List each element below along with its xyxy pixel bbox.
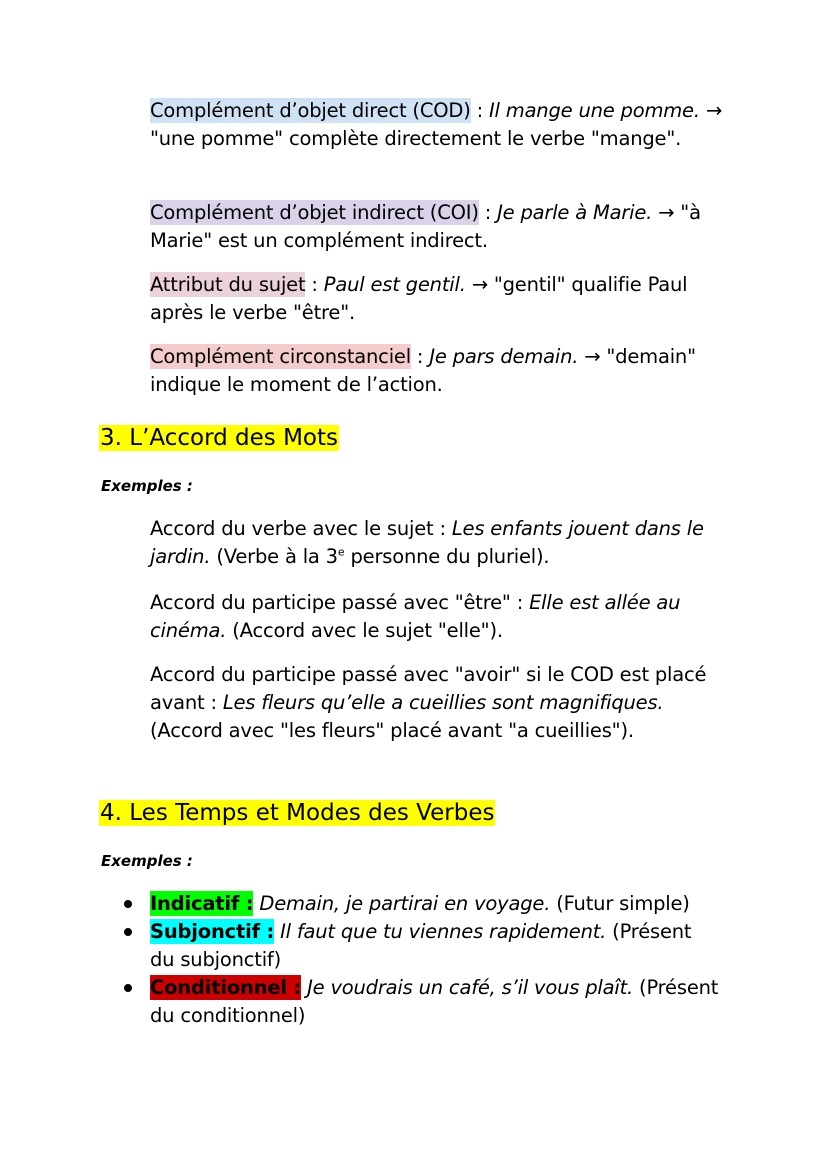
conditionnel-tag: Conditionnel :	[150, 976, 302, 999]
modes-list	[120, 890, 720, 1030]
circonstanciel-example: Je pars demain.	[429, 345, 579, 368]
attribut-paragraph: Attribut du sujet : Paul est gentil. → "gentil" qualifie Paul après le verbe "être".	[150, 273, 688, 324]
list-item: Indicatif : Demain, je partirai en voyage. (Futur simple)	[120, 890, 720, 918]
circonstanciel-explanation: → "demain" indique le moment de l’action.	[150, 345, 696, 396]
subjonctif-tag: Subjonctif :	[150, 920, 275, 943]
coi-explanation: → "à Marie" est un complément indirect.	[150, 201, 701, 252]
cod-explanation: → "une pomme" complète directement le verbe "mange".	[150, 99, 722, 150]
accord-verbe-paragraph: Accord du verbe avec le sujet : Les enfants jouent dans le jardin. (Verbe à la 3e personne du pluriel).	[150, 517, 704, 568]
bullet-icon	[124, 984, 132, 992]
bullet-icon	[124, 928, 132, 936]
attribut-term: Attribut du sujet	[150, 273, 306, 296]
section-3-heading: 3. L’Accord des Mots	[100, 425, 338, 451]
cod-paragraph: Complément d’objet direct (COD) : Il mange une pomme. → "une pomme" complète directement le verbe "mange".	[150, 99, 722, 150]
circonstanciel-paragraph: Complément circonstanciel : Je pars demain. → "demain" indique le moment de l’action.	[150, 345, 696, 396]
section-3-examples-label: Exemples :	[101, 477, 193, 495]
cod-term: Complément d’objet direct (COD)	[150, 99, 471, 122]
section-4-heading: 4. Les Temps et Modes des Verbes	[100, 800, 495, 826]
accord-etre-paragraph: Accord du participe passé avec "être" : Elle est allée au cinéma. (Accord avec le sujet "elle").	[150, 591, 681, 642]
accord-verbe-example: Les enfants jouent dans le jardin.	[150, 517, 704, 568]
section-4-examples-label: Exemples :	[101, 852, 193, 870]
indicatif-tag: Indicatif :	[150, 892, 254, 915]
cod-example: Il mange une pomme.	[489, 99, 700, 122]
list-item: Subjonctif : Il faut que tu viennes rapidement. (Présent du subjonctif)	[120, 918, 720, 974]
attribut-example: Paul est gentil.	[323, 273, 466, 296]
bullet-icon	[124, 900, 132, 908]
coi-term: Complément d’objet indirect (COI)	[150, 201, 479, 224]
accord-avoir-example: Les fleurs qu’elle a cueillies sont magnifiques.	[222, 691, 664, 714]
coi-example: Je parle à Marie.	[497, 201, 653, 224]
accord-etre-example: Elle est allée au cinéma.	[150, 591, 681, 642]
list-item: Conditionnel : Je voudrais un café, s’il vous plaît. (Présent du conditionnel)	[120, 974, 720, 1030]
circonstanciel-term: Complément circonstanciel	[150, 345, 411, 368]
coi-paragraph: Complément d’objet indirect (COI) : Je parle à Marie. → "à Marie" est un complément indirect.	[150, 201, 701, 252]
attribut-explanation: → "gentil" qualifie Paul après le verbe "être".	[150, 273, 688, 324]
accord-avoir-paragraph: Accord du participe passé avec "avoir" si le COD est placé avant : Les fleurs qu’elle a cueillies sont magnifiques. (Accord avec "les fleurs" placé avant "a cueillies").	[150, 663, 707, 742]
